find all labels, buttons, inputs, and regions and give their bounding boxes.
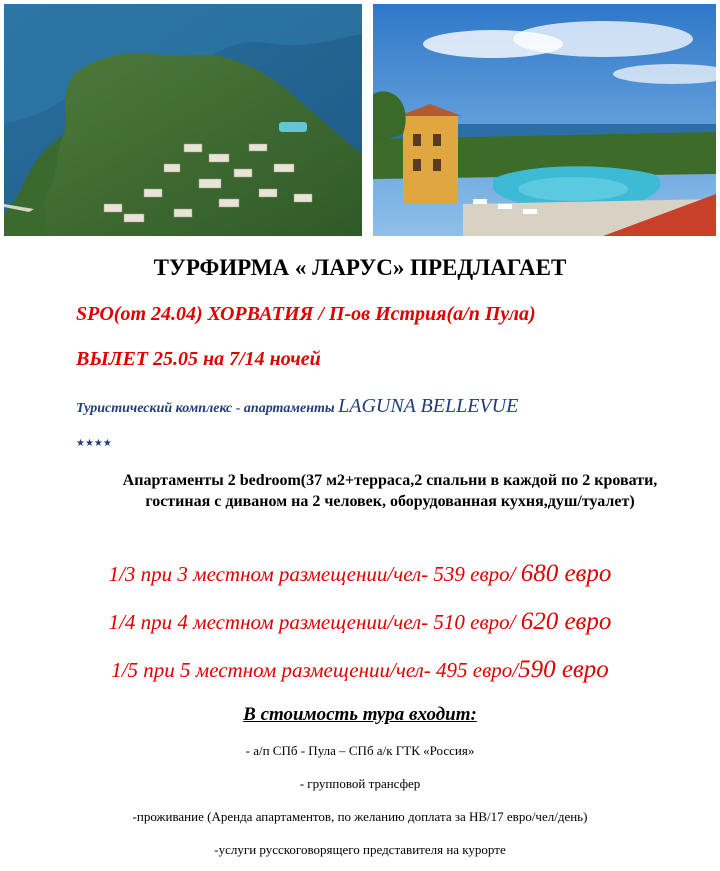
includes-item: -проживание (Аренда апартаментов, по желанию доплата за НВ/17 евро/чел/день) [132,809,588,824]
includes-item: - а/п СПб - Пула – СПб а/к ГТК «Россия» [245,743,475,758]
includes-item: - групповой трансфер [299,776,421,791]
star-rating: ★★★★ [76,438,112,449]
price-emphasis: 590 евро [518,656,609,683]
price-text: 1/4 при 4 местном размещении/чел- 510 евро/ [108,610,521,634]
hotel-name-line [76,395,720,418]
price-text: 1/3 при 3 местном размещении/чел- 539 евро/ [108,562,521,586]
departure-line: ВЫЛЕТ 25.05 на 7/14 ночей [76,348,321,370]
hotel-name: LAGUNA BELLEVUE [338,395,519,417]
includes-item: -услуги русскоговорящего представителя на курорте [214,842,506,857]
aerial-peninsula-photo [4,4,362,236]
apartment-description: Апартаменты 2 bedroom(37 м2+терраса,2 спальни в каждой по 2 кровати, гостиная с диваном на 2 человек, оборудованная кухня,душ/туалет) [122,472,658,510]
price-option [0,608,720,636]
resort-pool-photo [373,4,716,236]
price-emphasis: 620 евро [520,608,612,635]
includes-heading: В стоимость тура входит: [243,704,477,725]
price-option [0,560,720,588]
price-text: 1/5 при 5 местном размещении/чел- 495 евро/ [111,658,519,682]
hotel-type-label: Туристический комплекс - апартаменты [76,401,339,416]
destination-line: SPO(от 24.04) ХОРВАТИЯ / П-ов Истрия(а/п Пула) [76,303,536,325]
price-emphasis: 680 евро [520,560,612,587]
page-title: ТУРФИРМА « ЛАРУС» ПРЕДЛАГАЕТ [153,255,567,280]
price-option [0,656,720,684]
